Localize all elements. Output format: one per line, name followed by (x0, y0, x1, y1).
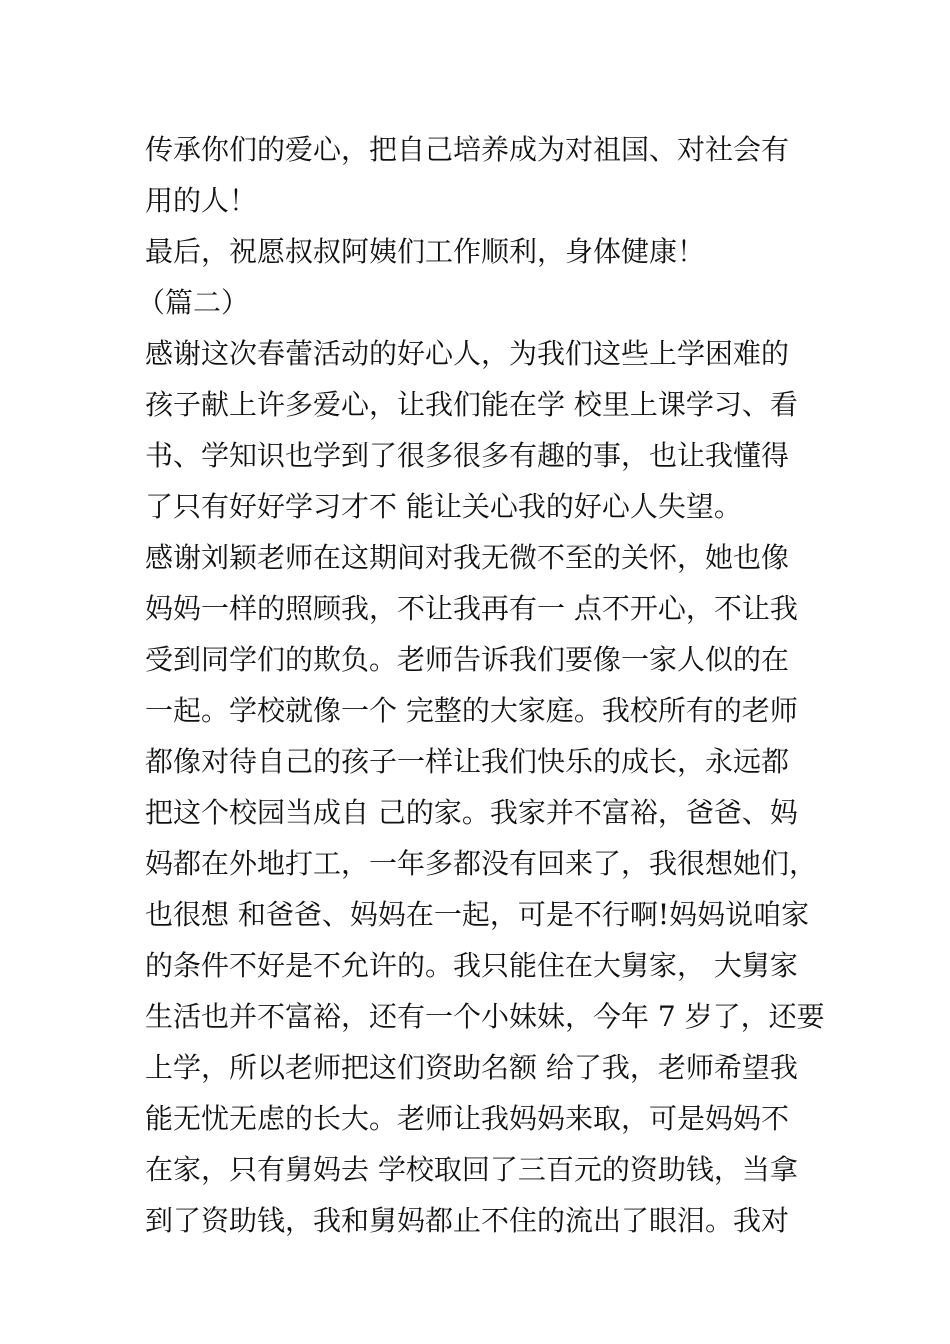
text-line: 妈都在外地打工，一年多都没有回来了，我很想她们， (145, 847, 818, 880)
text-line: 到了资助钱，我和舅妈都止不住的流出了眼泪。我对 (145, 1204, 790, 1237)
section-heading: （篇二） (137, 286, 250, 319)
text-line: 书、学知识也学到了很多很多有趣的事，也让我懂得 (145, 439, 790, 472)
text-line: 一起。学校就像一个 完整的大家庭。我校所有的老师 (145, 694, 798, 727)
text-line: 生活也并不富裕，还有一个小妹妹，今年 7 岁了，还要 (145, 1000, 825, 1033)
text-line: 受到同学们的欺负。老师告诉我们要像一家人似的在 (145, 643, 790, 676)
text-line: 上学，所以老师把这们资助名额 给了我，老师希望我 (145, 1051, 798, 1084)
text-line: 孩子献上许多爱心，让我们能在学 校里上课学习、看 (145, 388, 798, 421)
text-line: 的条件不好是不允许的。我只能住在大舅家， 大舅家 (145, 949, 798, 982)
text-line: 妈妈一样的照顾我，不让我再有一 点不开心，不让我 (145, 592, 798, 625)
text-line: 最后，祝愿叔叔阿姨们工作顺利，身体健康！ (145, 235, 706, 268)
text-line: 在家，只有舅妈去 学校取回了三百元的资助钱，当拿 (145, 1153, 798, 1186)
text-line: 感谢这次春蕾活动的好心人，为我们这些上学困难的 (145, 337, 790, 370)
text-line: 把这个校园当成自 己的家。我家并不富裕，爸爸、妈 (145, 796, 798, 829)
text-line: 用的人！ (145, 184, 258, 217)
text-line: 感谢刘颖老师在这期间对我无微不至的关怀，她也像 (145, 541, 790, 574)
text-line: 都像对待自己的孩子一样让我们快乐的成长，永远都 (145, 745, 790, 778)
text-line: 能无忧无虑的长大。老师让我妈妈来取，可是妈妈不 (145, 1102, 790, 1135)
text-line: 也很想 和爸爸、妈妈在一起，可是不行啊!妈妈说咱家 (145, 898, 810, 931)
text-line: 了只有好好学习才不 能让关心我的好心人失望。 (145, 490, 742, 523)
document-page (137, 124, 825, 1246)
text-line: 传承你们的爱心，把自己培养成为对祖国、对社会有 (145, 133, 790, 166)
